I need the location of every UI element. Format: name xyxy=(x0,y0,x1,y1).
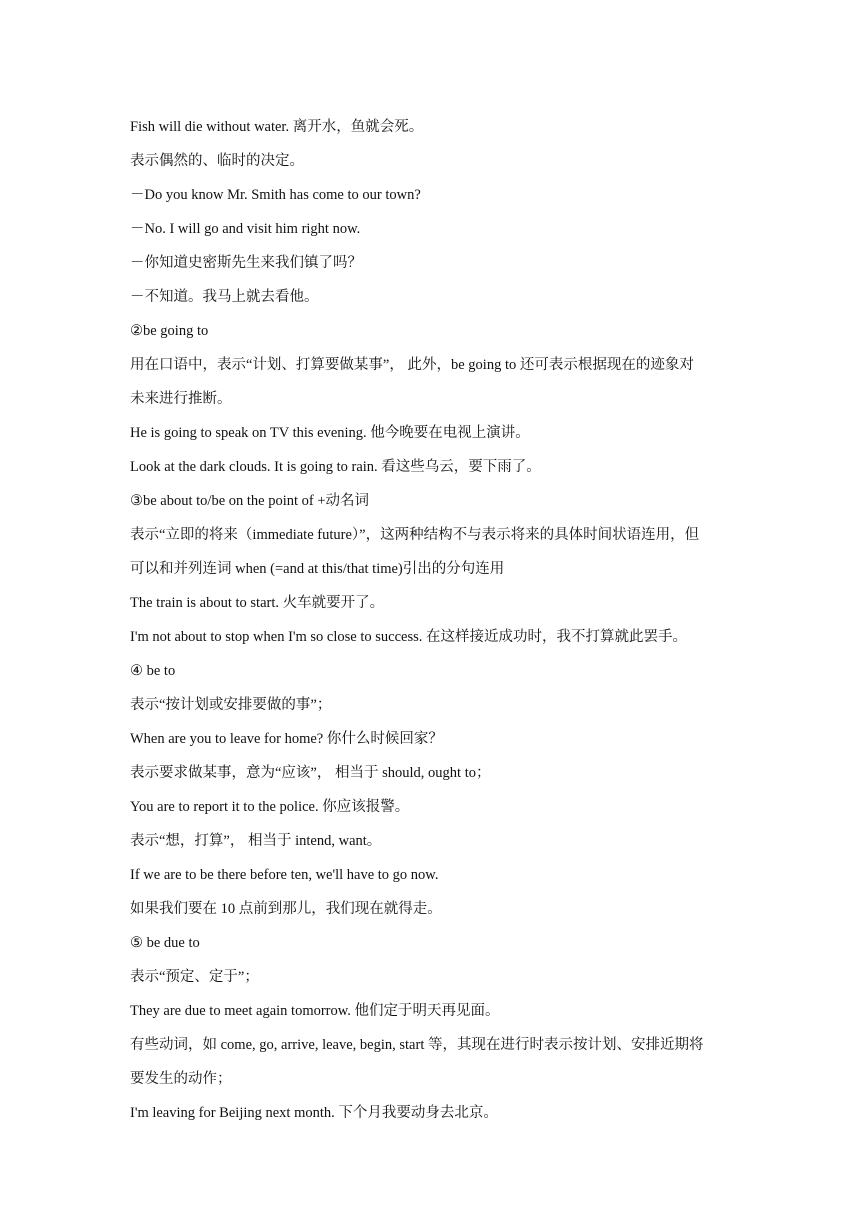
example-line: They are due to meet again tomorrow. 他们定于明天再见面。 xyxy=(130,1003,500,1019)
text-line: Fish will die without water. 离开水，鱼就会死。 xyxy=(130,119,424,135)
example-line: You are to report it to the police. 你应该报警。 xyxy=(130,799,410,815)
text-line: 表示偶然的、临时的决定。 xyxy=(130,153,304,169)
text-line: 表示“想，打算”， 相当于 intend, want。 xyxy=(130,833,382,849)
example-line: Look at the dark clouds. It is going to rain. 看这些乌云，要下雨了。 xyxy=(130,459,541,475)
example-line: I'm not about to stop when I'm so close to success. 在这样接近成功时，我不打算就此罢手。 xyxy=(130,629,687,645)
example-line: 如果我们要在 10 点前到那儿，我们现在就得走。 xyxy=(130,901,442,917)
section-heading: ②be going to xyxy=(130,323,209,339)
dialogue-line: －Do you know Mr. Smith has come to our town? xyxy=(130,187,421,203)
text-line: 要发生的动作； xyxy=(130,1071,232,1087)
text-line: 表示要求做某事，意为“应该”， 相当于 should, ought to； xyxy=(130,765,491,781)
text-line: 表示“立即的将来（immediate future）”，这两种结构不与表示将来的具体时间状语连用，但 xyxy=(130,527,700,543)
document-body xyxy=(130,110,732,1130)
text-line: 可以和并列连词 when (=and at this/that time)引出的分句连用 xyxy=(130,561,505,577)
example-line: He is going to speak on TV this evening. 他今晚要在电视上演讲。 xyxy=(130,425,530,441)
example-line: If we are to be there before ten, we'll have to go now. xyxy=(130,867,439,883)
example-line: I'm leaving for Beijing next month. 下个月我要动身去北京。 xyxy=(130,1105,498,1121)
text-line: 未来进行推断。 xyxy=(130,391,232,407)
text-line: 用在口语中，表示“计划、打算要做某事”， 此外，be going to 还可表示根据现在的迹象对 xyxy=(130,357,694,373)
text-line: 有些动词，如 come, go, arrive, leave, begin, start 等，其现在进行时表示按计划、安排近期将 xyxy=(130,1037,704,1053)
example-line: The train is about to start. 火车就要开了。 xyxy=(130,595,385,611)
section-heading: ⑤ be due to xyxy=(130,935,200,951)
dialogue-line: －不知道。我马上就去看他。 xyxy=(130,289,319,305)
text-line: 表示“按计划或安排要做的事”； xyxy=(130,697,332,713)
dialogue-line: －你知道史密斯先生来我们镇了吗？ xyxy=(130,255,362,271)
section-heading: ④ be to xyxy=(130,663,176,679)
text-line: 表示“预定、定于”； xyxy=(130,969,259,985)
example-line: When are you to leave for home? 你什么时候回家？ xyxy=(130,731,443,747)
dialogue-line: －No. I will go and visit him right now. xyxy=(130,221,361,237)
section-heading: ③be about to/be on the point of +动名词 xyxy=(130,493,370,509)
